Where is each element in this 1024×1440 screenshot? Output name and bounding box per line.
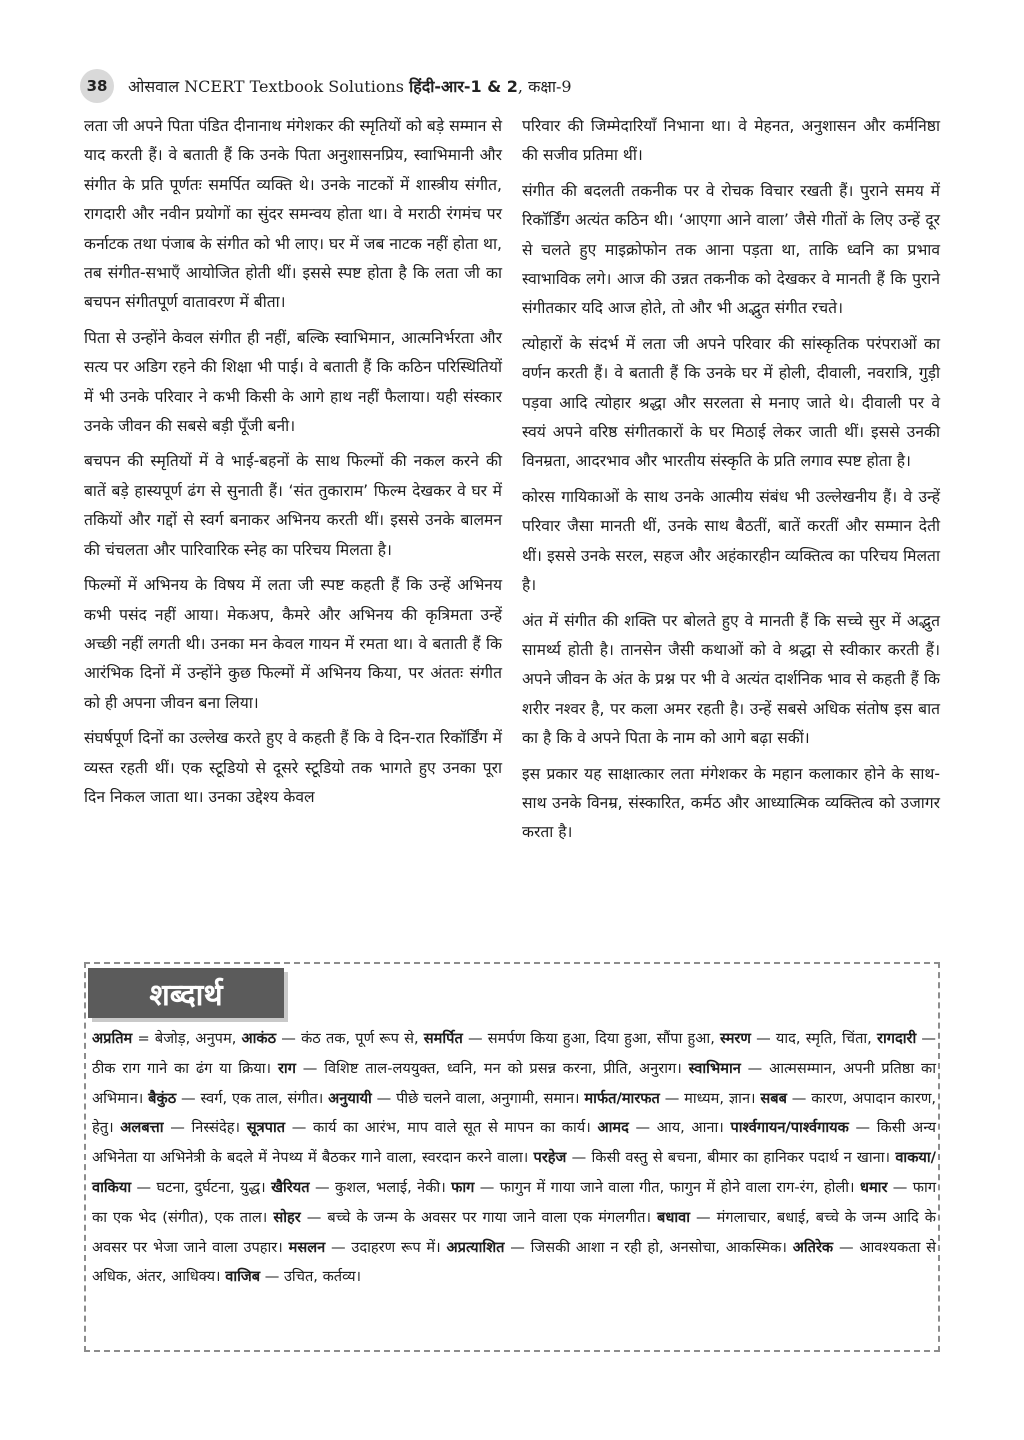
glossary-separator: —: [833, 1238, 860, 1256]
glossary-definition: पीछे चलने वाला, अनुगामी, समान।: [396, 1089, 585, 1107]
glossary-separator: —: [276, 1030, 302, 1047]
glossary-term: समर्पित: [423, 1030, 463, 1047]
glossary-entry: [446, 1239, 792, 1256]
glossary-entry: [424, 1030, 720, 1047]
glossary-term: मसलन: [288, 1238, 326, 1256]
glossary-separator: —: [566, 1149, 592, 1167]
glossary-definition: उदाहरण रूप में।: [351, 1238, 447, 1256]
header-class: , कक्षा-9: [517, 77, 572, 96]
glossary-separator: —: [325, 1238, 352, 1256]
page-number: 38: [80, 69, 114, 103]
glossary-term: मार्फत/मारफत: [584, 1089, 660, 1107]
glossary-term: स्वाभिमान: [688, 1059, 741, 1077]
glossary-term: सोहर: [273, 1208, 301, 1226]
glossary-separator: —: [176, 1089, 201, 1107]
glossary-definition: स्वर्ग, एक ताल, संगीत।: [200, 1089, 329, 1107]
glossary-definition: ठीक राग गाने का ढंग या क्रिया।: [92, 1059, 278, 1077]
glossary-entry: [534, 1149, 896, 1166]
glossary-separator: —: [309, 1178, 335, 1196]
paragraph: संगीत की बदलती तकनीक पर वे रोचक विचार रखती हैं। पुराने समय में रिकॉर्डिंग अत्यंत कठिन थी। ‘आएगा आने वाला’ जैसे गीतों के लिए उन्हें दूर से चलते हुए माइक्रोफोन तक आना पड़ता था, ताकि ध्वनि का प्रभाव स्वाभाविक लगे। आज की उन्नत तकनीक को देखकर वे मानती हैं कि पुराने संगीतकार यदि आज होते, तो और भी अद्भुत संगीत रचते।: [522, 181, 940, 318]
glossary-definition: किसी वस्तु से बचना, बीमार का हानिकर पदार्थ न खाना।: [591, 1149, 896, 1167]
glossary-term: स्मरण: [720, 1030, 751, 1047]
glossary-term: पार्श्वगायन/पार्श्वगायक: [730, 1119, 849, 1137]
right-column: [522, 112, 940, 854]
glossary-term: अप्रत्याशित: [446, 1238, 505, 1256]
glossary-term: फाग: [451, 1178, 475, 1196]
glossary-entry: [597, 1119, 730, 1136]
glossary-entry: [247, 1119, 598, 1136]
glossary-entry: [584, 1090, 760, 1107]
glossary-term: अप्रतिम: [92, 1030, 133, 1047]
glossary-definition: समर्पण किया हुआ, दिया हुआ, सौंपा हुआ,: [487, 1030, 721, 1047]
glossary-separator: —: [786, 1089, 812, 1107]
glossary-term: राग: [277, 1059, 296, 1077]
left-column: [84, 112, 502, 818]
glossary-separator: —: [131, 1178, 157, 1196]
glossary-term: धमार: [859, 1178, 888, 1196]
glossary-term: बधावा: [657, 1208, 690, 1226]
paragraph: फिल्मों में अभिनय के विषय में लता जी स्पष्ट कहती हैं कि उन्हें अभिनय कभी पसंद नहीं आया। मेकअप, कैमरे और अभिनय की कृत्रिमता उन्हें अच्छी नहीं लगती थी। उनका मन केवल गायन में रमता था। वे बताती हैं कि आरंभिक दिनों में उन्होंने कुछ फिल्मों में अभिनय किया, पर अंततः संगीत को ही अपना जीवन बना लिया।: [84, 576, 502, 712]
glossary-term: परहेज: [533, 1149, 567, 1167]
glossary-term: आमद: [597, 1119, 629, 1137]
glossary-separator: =: [132, 1030, 155, 1047]
glossary-definition: जिसकी आशा न रही हो, अनसोचा, आकस्मिक।: [530, 1238, 793, 1256]
paragraph: त्योहारों के संदर्भ में लता जी अपने परिवार की सांस्कृतिक परंपराओं का वर्णन करती हैं। वे बताती हैं कि उनके घर में होली, दीवाली, नवरात्रि, गुड़ी पड़वा आदि त्योहार श्रद्धा और सरलता से मनाए जाते थे। दीवाली पर वे स्वयं अपने वरिष्ठ संगीतकारों के घर मिठाई लेकर जाती थीं। इससे उनकी विनम्रता, आदरभाव और भारतीय संस्कृति के प्रति लगाव स्पष्ट होता है।: [522, 334, 940, 471]
paragraph: कोरस गायिकाओं के साथ उनके आत्मीय संबंध भी उल्लेखनीय हैं। वे उन्हें परिवार जैसा मानती थीं, उनके साथ बैठतीं, बातें करतीं और सम्मान देती थीं। इससे उनके सरल, सहज और अहंकारहीन व्यक्तित्व का परिचय मिलता है।: [522, 487, 940, 595]
paragraph: संघर्षपूर्ण दिनों का उल्लेख करते हुए वे कहती हैं कि वे दिन-रात रिकॉर्डिंग में व्यस्त रहती थीं। एक स्टूडियो से दूसरे स्टूडियो तक भागते हुए उनका पूरा दिन निकल जाता था। उनका उद्देश्य केवल: [84, 729, 502, 806]
glossary-term: बैकुंठ: [148, 1089, 177, 1107]
glossary-definition: निस्संदेह।: [191, 1119, 247, 1137]
glossary-definition: कारण, अपादान कारण, हेतु।: [92, 1089, 937, 1137]
glossary-definition: बच्चे के जन्म के अवसर पर गाया जाने वाला एक मंगलगीत।: [327, 1208, 658, 1226]
glossary-entry: [225, 1268, 361, 1285]
glossary-definition: विशिष्ट ताल-लययुक्त, ध्वनि, मन को प्रसन्न करना, प्रीति, अनुराग।: [324, 1059, 689, 1077]
glossary-definition: किसी अन्य अभिनेता या अभिनेत्री के बदले में नेपथ्य में बैठकर गाने वाला, स्वरदान करने वाला।: [92, 1119, 936, 1167]
glossary-separator: —: [285, 1119, 313, 1137]
glossary-definition: कुशल, भलाई, नेकी।: [334, 1178, 452, 1196]
glossary-definition: याद, स्मृति, चिंता,: [775, 1030, 877, 1047]
glossary-separator: —: [848, 1119, 877, 1137]
glossary-term: सबब: [760, 1089, 787, 1107]
glossary-entry: [148, 1090, 328, 1107]
page-header: [80, 68, 960, 104]
glossary-separator: —: [750, 1030, 776, 1047]
glossary-term: अनुयायी: [328, 1089, 372, 1107]
glossary-term: रागदारी: [877, 1030, 917, 1047]
glossary-definition: बेजोड़, अनुपम,: [154, 1030, 242, 1047]
glossary-term: अलबत्ता: [120, 1119, 164, 1137]
glossary-separator: —: [690, 1208, 717, 1226]
glossary-separator: —: [628, 1119, 657, 1137]
paragraph: बचपन की स्मृतियों में वे भाई-बहनों के साथ फिल्मों की नकल करने की बातें बड़े हास्यपूर्ण ढंग से सुनाती हैं। ‘संत तुकाराम’ फिल्म देखकर वे घर में तकियों और गद्दों से स्वर्ग बनाकर अभिनय करती थीं। इससे उनके बालमन की चंचलता और पारिवारिक स्नेह का परिचय मिलता है।: [84, 452, 502, 559]
glossary-entry: [271, 1179, 451, 1196]
glossary-separator: —: [659, 1089, 685, 1107]
glossary-definition: फागुन में गाया जाने वाला गीत, फागुन में होने वाला राग-रंग, होली।: [499, 1178, 860, 1196]
glossary-separator: —: [740, 1059, 770, 1077]
paragraph: अंत में संगीत की शक्ति पर बोलते हुए वे मानती हैं कि सच्चे सुर में अद्भुत सामर्थ्य होती है। तानसेन जैसी कथाओं को वे श्रद्धा से स्वीकार करती हैं। अपने जीवन के अंत के प्रश्न पर भी वे अत्यंत दार्शनिक भाव से कहती हैं कि शरीर नश्वर है, पर कला अमर रहती है। उन्हें सबसे अधिक संतोष इस बात का है कि वे अपने पिता के नाम को आगे बढ़ा सकीं।: [522, 611, 940, 748]
glossary-separator: —: [916, 1030, 937, 1047]
glossary-term: वाजिब: [225, 1268, 261, 1286]
glossary-definition: कार्य का आरंभ, माप वाले सूत से मापन का कार्य।: [313, 1119, 598, 1137]
glossary-entry: [92, 1030, 242, 1047]
paragraph: लता जी अपने पिता पंडित दीनानाथ मंगेशकर की स्मृतियों को बड़े सम्मान से याद करती हैं। वे बताती हैं कि उनके पिता अनुशासनप्रिय, स्वाभिमानी और संगीत के प्रति पूर्णतः समर्पित व्यक्ति थे। उनके नाटकों में शास्त्रीय संगीत, रागदारी और नवीन प्रयोगों का सुंदर समन्वय होता था। वे मराठी रंगमंच पर कर्नाटक तथा पंजाब के संगीत को भी लाए। घर में जब नाटक नहीं होता था, तब संगीत-सभाएँ आयोजित होती थीं। इससे स्पष्ट होता है कि लता जी का बचपन संगीतपूर्ण वातावरण में बीता।: [84, 117, 502, 312]
paragraph: परिवार की जिम्मेदारियाँ निभाना था। वे मेहनत, अनुशासन और कर्मनिष्ठा की सजीव प्रतिमा थीं।: [522, 117, 940, 165]
glossary-separator: —: [887, 1178, 913, 1196]
glossary-definition: आय, आना।: [656, 1119, 731, 1137]
glossary-term: अतिरेक: [792, 1238, 834, 1256]
glossary-separator: —: [371, 1089, 397, 1107]
glossary-definition: मंगलाचार, बधाई, बच्चे के जन्म आदि के अवसर पर भेजा जाने वाला उपहार।: [92, 1208, 937, 1256]
paragraph: इस प्रकार यह साक्षात्कार लता मंगेशकर के महान कलाकार होने के साथ-साथ उनके विनम्र, संस्कारित, कर्मठ और आध्यात्मिक व्यक्तित्व को उजागर करता है।: [522, 764, 940, 842]
glossary-term: वाकया/वाकिया: [92, 1149, 936, 1196]
glossary-separator: —: [462, 1030, 488, 1047]
header-title: हिंदी-आर-1 & 2: [409, 77, 518, 96]
glossary-definition: उचित, कर्तव्य।: [283, 1268, 362, 1286]
glossary-entry: [451, 1179, 860, 1196]
glossary-definition: कंठ तक, पूर्ण रूप से,: [301, 1030, 424, 1047]
glossary-separator: —: [504, 1238, 531, 1256]
glossary-box: [84, 962, 940, 1352]
glossary-separator: —: [260, 1268, 284, 1286]
header-series: NCERT Textbook Solutions: [184, 77, 404, 96]
glossary-separator: —: [163, 1119, 192, 1137]
glossary-entry: [289, 1239, 447, 1256]
glossary-entry: [720, 1030, 877, 1047]
glossary-definition: घटना, दुर्घटना, युद्ध।: [156, 1178, 272, 1196]
glossary-term: सूत्रपात: [246, 1119, 286, 1137]
glossary-definition: आवश्यकता से अधिक, अंतर, आधिक्य।: [92, 1238, 937, 1286]
glossary-entry: [120, 1119, 246, 1136]
glossary-definition: माध्यम, ज्ञान।: [684, 1089, 761, 1107]
glossary-entry: [273, 1209, 657, 1226]
glossary-entry: [242, 1030, 424, 1047]
glossary-separator: —: [295, 1059, 325, 1077]
header-brand: ओसवाल: [128, 77, 180, 96]
glossary-entry: [328, 1090, 584, 1107]
glossary-separator: —: [474, 1178, 500, 1196]
glossary-body: [92, 1024, 936, 1292]
glossary-term: खैरियत: [271, 1178, 310, 1196]
glossary-separator: —: [300, 1208, 328, 1226]
glossary-definition: फाग का एक भेद (संगीत), एक ताल।: [92, 1178, 937, 1226]
paragraph: पिता से उन्होंने केवल संगीत ही नहीं, बल्कि स्वाभिमान, आत्मनिर्भरता और सत्य पर अडिग रहने की शिक्षा भी पाई। वे बताती हैं कि कठिन परिस्थितियों में भी उनके परिवार ने कभी किसी के आगे हाथ नहीं फैलाया। यही संस्कार उनके जीवन की सबसे बड़ी पूँजी बनी।: [84, 328, 502, 436]
glossary-term: आकंठ: [241, 1030, 277, 1047]
glossary-title: शब्दार्थ: [88, 968, 284, 1018]
glossary-entry: [278, 1060, 689, 1077]
glossary-definition: आत्मसम्मान, अपनी प्रतिष्ठा का अभिमान।: [92, 1059, 937, 1107]
running-header: [128, 75, 572, 97]
